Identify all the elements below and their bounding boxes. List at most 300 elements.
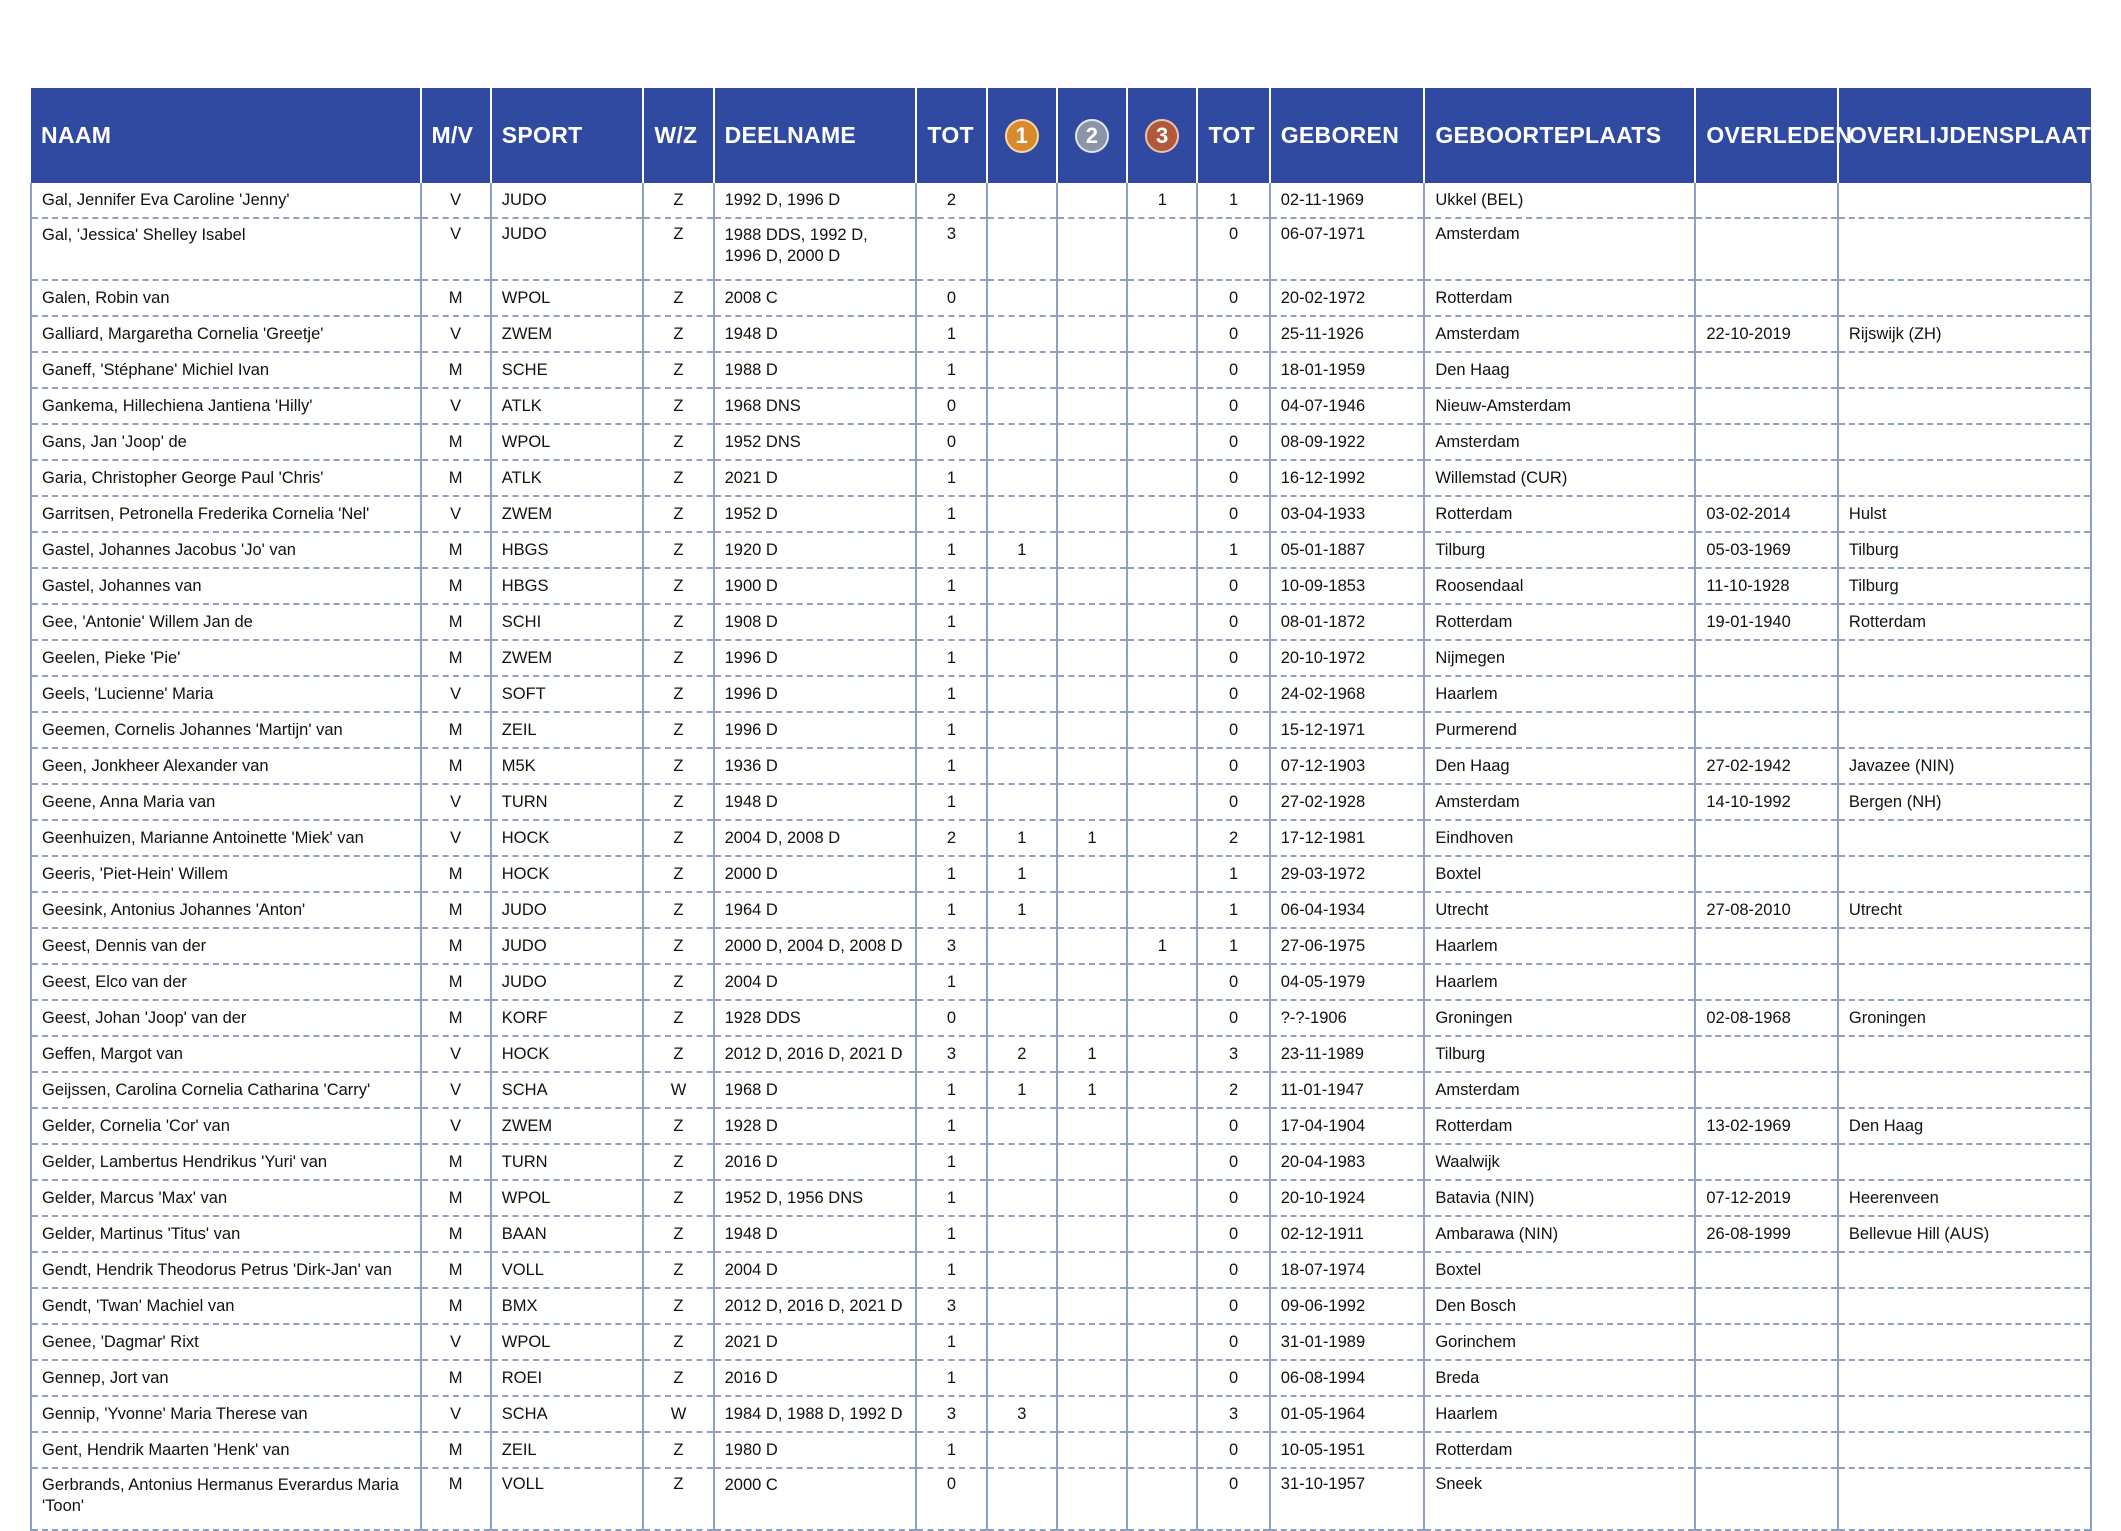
- birthplace-cell: Batavia (NIN): [1424, 1180, 1695, 1216]
- deathplace-cell: Den Haag: [1838, 1108, 2091, 1144]
- total-participations-cell: 1: [916, 1180, 986, 1216]
- total-medals-cell: 0: [1197, 1252, 1269, 1288]
- deathplace-cell: Utrecht: [1838, 892, 2091, 928]
- gold-count-cell: 1: [987, 892, 1057, 928]
- gold-count-cell: 1: [987, 856, 1057, 892]
- header-birthplace: GEBOORTEPLAATS: [1424, 88, 1695, 183]
- participation-cell: 2012 D, 2016 D, 2021 D: [714, 1288, 917, 1324]
- gold-count-cell: [987, 496, 1057, 532]
- born-cell: 31-10-1957: [1270, 1468, 1425, 1530]
- name-cell: Geen, Jonkheer Alexander van: [31, 748, 421, 784]
- header-sex: M/V: [421, 88, 491, 183]
- silver-count-cell: [1057, 183, 1127, 218]
- born-cell: 01-05-1964: [1270, 1396, 1425, 1432]
- total-participations-cell: 3: [916, 1036, 986, 1072]
- season-cell: Z: [643, 1288, 713, 1324]
- season-cell: Z: [643, 1216, 713, 1252]
- sex-cell: V: [421, 1396, 491, 1432]
- total-participations-cell: 0: [916, 280, 986, 316]
- gold-count-cell: [987, 1324, 1057, 1360]
- total-medals-cell: 0: [1197, 1216, 1269, 1252]
- silver-count-cell: [1057, 1396, 1127, 1432]
- silver-count-cell: 1: [1057, 1036, 1127, 1072]
- total-participations-cell: 0: [916, 424, 986, 460]
- total-medals-cell: 0: [1197, 352, 1269, 388]
- birthplace-cell: Den Haag: [1424, 352, 1695, 388]
- born-cell: 18-01-1959: [1270, 352, 1425, 388]
- name-cell: Geest, Johan 'Joop' van der: [31, 1000, 421, 1036]
- died-cell: [1695, 388, 1838, 424]
- deathplace-cell: [1838, 1252, 2091, 1288]
- died-cell: [1695, 676, 1838, 712]
- table-row: [31, 676, 2091, 712]
- total-medals-cell: 2: [1197, 820, 1269, 856]
- born-cell: 05-01-1887: [1270, 532, 1425, 568]
- deathplace-cell: Bergen (NH): [1838, 784, 2091, 820]
- name-cell: Genee, 'Dagmar' Rixt: [31, 1324, 421, 1360]
- sex-cell: V: [421, 676, 491, 712]
- born-cell: 17-04-1904: [1270, 1108, 1425, 1144]
- total-medals-cell: 0: [1197, 1288, 1269, 1324]
- total-medals-cell: 0: [1197, 1468, 1269, 1530]
- total-medals-cell: 0: [1197, 1432, 1269, 1468]
- table-row: [31, 316, 2091, 352]
- deathplace-cell: [1838, 1288, 2091, 1324]
- gold-count-cell: [987, 218, 1057, 280]
- bronze-count-cell: [1127, 712, 1197, 748]
- sex-cell: M: [421, 352, 491, 388]
- deathplace-cell: [1838, 856, 2091, 892]
- table-row: [31, 640, 2091, 676]
- born-cell: 17-12-1981: [1270, 820, 1425, 856]
- total-medals-cell: 0: [1197, 280, 1269, 316]
- deathplace-cell: [1838, 1072, 2091, 1108]
- deathplace-cell: [1838, 820, 2091, 856]
- participation-cell: 1964 D: [714, 892, 917, 928]
- season-cell: Z: [643, 1108, 713, 1144]
- birthplace-cell: Haarlem: [1424, 676, 1695, 712]
- born-cell: 02-11-1969: [1270, 183, 1425, 218]
- gold-count-cell: 2: [987, 1036, 1057, 1072]
- born-cell: 11-01-1947: [1270, 1072, 1425, 1108]
- birthplace-cell: Breda: [1424, 1360, 1695, 1396]
- deathplace-cell: Heerenveen: [1838, 1180, 2091, 1216]
- born-cell: 08-01-1872: [1270, 604, 1425, 640]
- silver-count-cell: [1057, 1180, 1127, 1216]
- total-medals-cell: 0: [1197, 748, 1269, 784]
- silver-count-cell: [1057, 496, 1127, 532]
- header-total-medals: TOT: [1197, 88, 1269, 183]
- participation-cell: 1900 D: [714, 568, 917, 604]
- bronze-count-cell: [1127, 424, 1197, 460]
- season-cell: Z: [643, 1432, 713, 1468]
- silver-count-cell: [1057, 1288, 1127, 1324]
- sex-cell: V: [421, 784, 491, 820]
- born-cell: 06-07-1971: [1270, 218, 1425, 280]
- season-cell: Z: [643, 352, 713, 388]
- died-cell: [1695, 460, 1838, 496]
- died-cell: [1695, 1144, 1838, 1180]
- season-cell: Z: [643, 568, 713, 604]
- name-cell: Geenhuizen, Marianne Antoinette 'Miek' van: [31, 820, 421, 856]
- silver-count-cell: [1057, 892, 1127, 928]
- table-row: [31, 1072, 2091, 1108]
- sex-cell: V: [421, 1036, 491, 1072]
- sport-cell: M5K: [491, 748, 644, 784]
- silver-count-cell: [1057, 424, 1127, 460]
- total-medals-cell: 1: [1197, 532, 1269, 568]
- sex-cell: M: [421, 892, 491, 928]
- season-cell: Z: [643, 424, 713, 460]
- sex-cell: M: [421, 1000, 491, 1036]
- born-cell: 07-12-1903: [1270, 748, 1425, 784]
- born-cell: 27-06-1975: [1270, 928, 1425, 964]
- total-participations-cell: 1: [916, 568, 986, 604]
- bronze-count-cell: [1127, 1072, 1197, 1108]
- birthplace-cell: Ambarawa (NIN): [1424, 1216, 1695, 1252]
- gold-count-cell: [987, 748, 1057, 784]
- participation-cell: 2016 D: [714, 1360, 917, 1396]
- name-cell: Gent, Hendrik Maarten 'Henk' van: [31, 1432, 421, 1468]
- sex-cell: M: [421, 424, 491, 460]
- participation-cell: 1968 D: [714, 1072, 917, 1108]
- birthplace-cell: Den Haag: [1424, 748, 1695, 784]
- died-cell: [1695, 1432, 1838, 1468]
- gold-count-cell: [987, 1000, 1057, 1036]
- sport-cell: WPOL: [491, 1324, 644, 1360]
- silver-count-cell: [1057, 1216, 1127, 1252]
- total-participations-cell: 1: [916, 1324, 986, 1360]
- sport-cell: JUDO: [491, 928, 644, 964]
- silver-count-cell: [1057, 856, 1127, 892]
- name-cell: Gelder, Lambertus Hendrikus 'Yuri' van: [31, 1144, 421, 1180]
- deathplace-cell: Tilburg: [1838, 568, 2091, 604]
- participation-cell: 2004 D: [714, 1252, 917, 1288]
- sport-cell: ZWEM: [491, 316, 644, 352]
- sex-cell: V: [421, 388, 491, 424]
- bronze-count-cell: [1127, 1000, 1197, 1036]
- gold-count-cell: 1: [987, 532, 1057, 568]
- season-cell: Z: [643, 1324, 713, 1360]
- total-medals-cell: 0: [1197, 316, 1269, 352]
- birthplace-cell: Boxtel: [1424, 856, 1695, 892]
- season-cell: Z: [643, 928, 713, 964]
- died-cell: [1695, 183, 1838, 218]
- total-medals-cell: 1: [1197, 892, 1269, 928]
- participation-cell: 1928 DDS: [714, 1000, 917, 1036]
- season-cell: W: [643, 1396, 713, 1432]
- sex-cell: M: [421, 712, 491, 748]
- total-medals-cell: 0: [1197, 964, 1269, 1000]
- silver-count-cell: [1057, 1324, 1127, 1360]
- total-participations-cell: 1: [916, 1144, 986, 1180]
- sport-cell: WPOL: [491, 424, 644, 460]
- born-cell: 03-04-1933: [1270, 496, 1425, 532]
- sex-cell: M: [421, 1360, 491, 1396]
- died-cell: [1695, 1036, 1838, 1072]
- season-cell: Z: [643, 280, 713, 316]
- season-cell: Z: [643, 964, 713, 1000]
- sport-cell: VOLL: [491, 1252, 644, 1288]
- born-cell: 31-01-1989: [1270, 1324, 1425, 1360]
- table-row: [31, 1360, 2091, 1396]
- gold-count-cell: [987, 352, 1057, 388]
- season-cell: Z: [643, 892, 713, 928]
- deathplace-cell: [1838, 712, 2091, 748]
- sport-cell: ZEIL: [491, 712, 644, 748]
- birthplace-cell: Rotterdam: [1424, 496, 1695, 532]
- sex-cell: M: [421, 280, 491, 316]
- season-cell: Z: [643, 532, 713, 568]
- total-participations-cell: 1: [916, 676, 986, 712]
- season-cell: Z: [643, 1360, 713, 1396]
- participation-cell: 2021 D: [714, 1324, 917, 1360]
- deathplace-cell: [1838, 183, 2091, 218]
- participation-cell: 1996 D: [714, 712, 917, 748]
- bronze-count-cell: 1: [1127, 928, 1197, 964]
- deathplace-cell: Bellevue Hill (AUS): [1838, 1216, 2091, 1252]
- gold-count-cell: [987, 1360, 1057, 1396]
- gold-medal-icon: 1: [1005, 119, 1039, 153]
- deathplace-cell: [1838, 1360, 2091, 1396]
- died-cell: 07-12-2019: [1695, 1180, 1838, 1216]
- silver-count-cell: [1057, 604, 1127, 640]
- silver-count-cell: [1057, 1468, 1127, 1530]
- silver-count-cell: [1057, 784, 1127, 820]
- died-cell: [1695, 1324, 1838, 1360]
- name-cell: Garritsen, Petronella Frederika Cornelia 'Nel': [31, 496, 421, 532]
- name-cell: Geffen, Margot van: [31, 1036, 421, 1072]
- table-row: [31, 1288, 2091, 1324]
- died-cell: [1695, 1468, 1838, 1530]
- died-cell: 19-01-1940: [1695, 604, 1838, 640]
- sport-cell: HBGS: [491, 568, 644, 604]
- birthplace-cell: Willemstad (CUR): [1424, 460, 1695, 496]
- deathplace-cell: [1838, 640, 2091, 676]
- birthplace-cell: Roosendaal: [1424, 568, 1695, 604]
- died-cell: 14-10-1992: [1695, 784, 1838, 820]
- name-cell: Gelder, Marcus 'Max' van: [31, 1180, 421, 1216]
- sport-cell: JUDO: [491, 218, 644, 280]
- name-cell: Geest, Elco van der: [31, 964, 421, 1000]
- total-participations-cell: 1: [916, 604, 986, 640]
- sex-cell: M: [421, 568, 491, 604]
- bronze-count-cell: [1127, 280, 1197, 316]
- silver-count-cell: [1057, 1000, 1127, 1036]
- silver-count-cell: [1057, 568, 1127, 604]
- name-cell: Gal, Jennifer Eva Caroline 'Jenny': [31, 183, 421, 218]
- born-cell: 20-10-1972: [1270, 640, 1425, 676]
- sex-cell: M: [421, 532, 491, 568]
- gold-count-cell: [987, 712, 1057, 748]
- participation-cell: 1996 D: [714, 676, 917, 712]
- sport-cell: HBGS: [491, 532, 644, 568]
- name-cell: Geene, Anna Maria van: [31, 784, 421, 820]
- name-cell: Ganeff, 'Stéphane' Michiel Ivan: [31, 352, 421, 388]
- name-cell: Geemen, Cornelis Johannes 'Martijn' van: [31, 712, 421, 748]
- sport-cell: BMX: [491, 1288, 644, 1324]
- died-cell: [1695, 352, 1838, 388]
- birthplace-cell: Ukkel (BEL): [1424, 183, 1695, 218]
- bronze-count-cell: [1127, 1360, 1197, 1396]
- sport-cell: VOLL: [491, 1468, 644, 1530]
- total-participations-cell: 0: [916, 1468, 986, 1530]
- table-header-row: [31, 88, 2091, 183]
- total-medals-cell: 0: [1197, 1180, 1269, 1216]
- participation-cell: 1948 D: [714, 784, 917, 820]
- birthplace-cell: Rotterdam: [1424, 1108, 1695, 1144]
- participation-cell: 2000 C: [714, 1468, 917, 1530]
- born-cell: 15-12-1971: [1270, 712, 1425, 748]
- gold-count-cell: [987, 676, 1057, 712]
- table-row: [31, 1324, 2091, 1360]
- table-row: [31, 964, 2091, 1000]
- silver-count-cell: [1057, 928, 1127, 964]
- total-participations-cell: 3: [916, 1396, 986, 1432]
- sport-cell: SCHE: [491, 352, 644, 388]
- table-row: [31, 928, 2091, 964]
- table-row: [31, 183, 2091, 218]
- silver-count-cell: [1057, 316, 1127, 352]
- total-medals-cell: 0: [1197, 460, 1269, 496]
- silver-count-cell: [1057, 1108, 1127, 1144]
- sex-cell: V: [421, 496, 491, 532]
- bronze-count-cell: [1127, 1216, 1197, 1252]
- deathplace-cell: [1838, 1324, 2091, 1360]
- table-row: [31, 1108, 2091, 1144]
- name-cell: Gerbrands, Antonius Hermanus Everardus Maria 'Toon': [31, 1468, 421, 1530]
- season-cell: Z: [643, 784, 713, 820]
- sex-cell: M: [421, 964, 491, 1000]
- total-medals-cell: 0: [1197, 568, 1269, 604]
- header-season: W/Z: [643, 88, 713, 183]
- table-row: [31, 1000, 2091, 1036]
- deathplace-cell: [1838, 1144, 2091, 1180]
- birthplace-cell: Boxtel: [1424, 1252, 1695, 1288]
- bronze-count-cell: [1127, 316, 1197, 352]
- birthplace-cell: Utrecht: [1424, 892, 1695, 928]
- deathplace-cell: [1838, 424, 2091, 460]
- gold-count-cell: [987, 568, 1057, 604]
- bronze-count-cell: [1127, 1432, 1197, 1468]
- died-cell: [1695, 280, 1838, 316]
- table-row: [31, 748, 2091, 784]
- bronze-count-cell: 1: [1127, 183, 1197, 218]
- bronze-count-cell: [1127, 856, 1197, 892]
- season-cell: Z: [643, 388, 713, 424]
- name-cell: Gans, Jan 'Joop' de: [31, 424, 421, 460]
- sport-cell: JUDO: [491, 964, 644, 1000]
- total-medals-cell: 0: [1197, 712, 1269, 748]
- bronze-count-cell: [1127, 964, 1197, 1000]
- birthplace-cell: Gorinchem: [1424, 1324, 1695, 1360]
- total-participations-cell: 1: [916, 496, 986, 532]
- born-cell: 20-04-1983: [1270, 1144, 1425, 1180]
- born-cell: 29-03-1972: [1270, 856, 1425, 892]
- died-cell: [1695, 1396, 1838, 1432]
- total-participations-cell: 2: [916, 820, 986, 856]
- name-cell: Gelder, Martinus 'Titus' van: [31, 1216, 421, 1252]
- bronze-count-cell: [1127, 784, 1197, 820]
- table-row: [31, 1432, 2091, 1468]
- died-cell: [1695, 1252, 1838, 1288]
- silver-count-cell: [1057, 676, 1127, 712]
- gold-count-cell: 1: [987, 1072, 1057, 1108]
- total-participations-cell: 1: [916, 1360, 986, 1396]
- name-cell: Gastel, Johannes Jacobus 'Jo' van: [31, 532, 421, 568]
- total-medals-cell: 0: [1197, 388, 1269, 424]
- born-cell: 02-12-1911: [1270, 1216, 1425, 1252]
- total-medals-cell: 0: [1197, 218, 1269, 280]
- season-cell: Z: [643, 820, 713, 856]
- birthplace-cell: Den Bosch: [1424, 1288, 1695, 1324]
- died-cell: [1695, 928, 1838, 964]
- gold-count-cell: 1: [987, 820, 1057, 856]
- total-participations-cell: 1: [916, 1216, 986, 1252]
- total-participations-cell: 1: [916, 352, 986, 388]
- bronze-count-cell: [1127, 1108, 1197, 1144]
- total-participations-cell: 1: [916, 856, 986, 892]
- deathplace-cell: Javazee (NIN): [1838, 748, 2091, 784]
- season-cell: Z: [643, 1036, 713, 1072]
- participation-cell: 1952 D, 1956 DNS: [714, 1180, 917, 1216]
- total-medals-cell: 1: [1197, 928, 1269, 964]
- total-medals-cell: 0: [1197, 604, 1269, 640]
- total-medals-cell: 0: [1197, 640, 1269, 676]
- bronze-count-cell: [1127, 748, 1197, 784]
- died-cell: 11-10-1928: [1695, 568, 1838, 604]
- table-row: [31, 532, 2091, 568]
- silver-count-cell: [1057, 1360, 1127, 1396]
- total-medals-cell: 0: [1197, 1000, 1269, 1036]
- bronze-count-cell: [1127, 1252, 1197, 1288]
- participation-cell: 1948 D: [714, 316, 917, 352]
- silver-count-cell: [1057, 218, 1127, 280]
- sport-cell: HOCK: [491, 856, 644, 892]
- total-participations-cell: 1: [916, 1252, 986, 1288]
- table-row: [31, 1144, 2091, 1180]
- total-participations-cell: 1: [916, 748, 986, 784]
- birthplace-cell: Amsterdam: [1424, 1072, 1695, 1108]
- born-cell: 08-09-1922: [1270, 424, 1425, 460]
- sex-cell: M: [421, 640, 491, 676]
- bronze-count-cell: [1127, 1468, 1197, 1530]
- silver-count-cell: [1057, 532, 1127, 568]
- sport-cell: JUDO: [491, 892, 644, 928]
- bronze-count-cell: [1127, 388, 1197, 424]
- participation-cell: 2004 D, 2008 D: [714, 820, 917, 856]
- bronze-count-cell: [1127, 604, 1197, 640]
- died-cell: 13-02-1969: [1695, 1108, 1838, 1144]
- birthplace-cell: Haarlem: [1424, 928, 1695, 964]
- deathplace-cell: [1838, 1468, 2091, 1530]
- table-row: [31, 1216, 2091, 1252]
- table-row: [31, 280, 2091, 316]
- gold-count-cell: [987, 640, 1057, 676]
- silver-count-cell: 1: [1057, 1072, 1127, 1108]
- season-cell: Z: [643, 316, 713, 352]
- gold-count-cell: [987, 316, 1057, 352]
- bronze-medal-icon: 3: [1145, 119, 1179, 153]
- sex-cell: M: [421, 1468, 491, 1530]
- table-row: [31, 388, 2091, 424]
- participation-cell: 1988 DDS, 1992 D, 1996 D, 2000 D: [714, 218, 917, 280]
- header-sport: SPORT: [491, 88, 644, 183]
- gold-count-cell: [987, 604, 1057, 640]
- participation-cell: 2012 D, 2016 D, 2021 D: [714, 1036, 917, 1072]
- gold-count-cell: [987, 424, 1057, 460]
- name-cell: Geels, 'Lucienne' Maria: [31, 676, 421, 712]
